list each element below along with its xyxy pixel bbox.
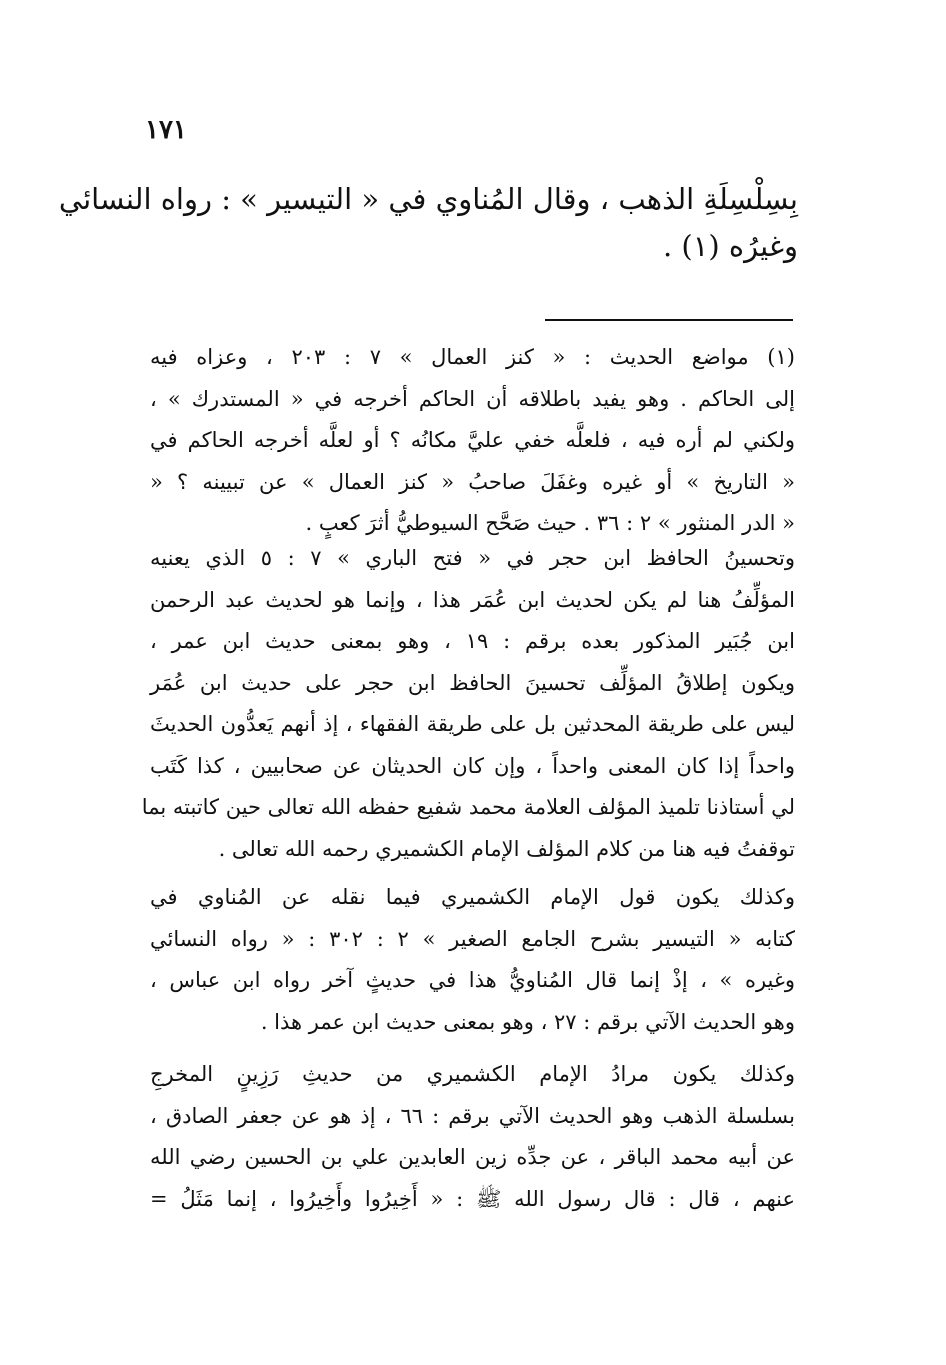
main-text-paragraph	[58, 176, 798, 270]
footnote-line: بسلسلة الذهب وهو الحديث الآتي برقم : ٦٦ ، إذ هو عن جعفر الصادق ،	[150, 1103, 795, 1128]
footnote-line: ابن جُبَير المذكور بعده برقم : ١٩ ، وهو بمعنى حديث ابن عمر ،	[150, 629, 795, 653]
footnote-line: عن أبيه محمد الباقر ، عن جدِّه زين العابدين علي بن الحسين رضي الله	[150, 1145, 795, 1169]
footnote-paragraph-3	[150, 877, 795, 1043]
footnote-line: وغيره » ، إذْ إنما قال المُناويُّ هذا في حديثٍ آخر رواه ابن عباس ،	[150, 968, 795, 992]
footnote-paragraph-4	[150, 1054, 795, 1220]
footnote-line: المؤلِّفُ هنا لم يكن لحديث ابن عُمَر هذا ، وإنما هو لحديث عبد الرحمن	[150, 587, 795, 612]
main-text-line: وغيرُه (١) .	[663, 229, 798, 263]
footnote-line: كتابه « التيسير بشرح الجامع الصغير » ٢ : ٣٠٢ : « رواه النسائي	[150, 926, 795, 951]
footnote-line: ليس على طريقة المحدثين بل على طريقة الفقهاء ، إذ أنهم يَعدُّون الحديثَ	[150, 712, 795, 736]
footnote-line: توقفتُ فيه هنا من كلام المؤلف الإمام الكشميري رحمه الله تعالى .	[218, 836, 795, 861]
footnote-paragraph-2	[141, 538, 796, 870]
footnote-line: « التاريخ » أو غيره وغفَلَ صاحبُ « كنز العمال » عن تبيينه ؟ «	[150, 469, 795, 494]
footnote-line: واحداً إذا كان المعنى واحداً ، وإن كان الحديثان عن صحابيين ، كذا كَتَب	[150, 753, 795, 778]
footnote-line: لي أستاذنا تلميذ المؤلف العلامة محمد شفيع حفظه الله تعالى حين كاتبته بما	[141, 795, 795, 819]
footnote-paragraph-1	[150, 337, 795, 545]
footnote-line: عنهم ، قال : قال رسول الله ﷺ : « أَخِيرُوا وأَخِيرُوا ، إنما مَثَلُ =	[150, 1186, 795, 1211]
footnote-line: وهو الحديث الآتي برقم : ٢٧ ، وهو بمعنى حديث ابن عمر هذا .	[260, 1009, 795, 1034]
footnote-line: وكذلك يكون مرادُ الإمام الكشميري من حديثِ رَزِينٍ المخرجِ	[150, 1062, 795, 1086]
footnote-line: (١) مواضع الحديث : « كنز العمال » ٧ : ٢٠٣ ، وعزاه فيه	[150, 345, 795, 369]
footnote-line: « الدر المنثور » ٢ : ٣٦ . حيث صَحَّح السيوطيُّ أثرَ كعبٍ .	[305, 511, 795, 535]
footnote-separator	[545, 319, 793, 321]
footnote-line: ويكون إطلاقُ المؤلِّف تحسينَ الحافظ ابن حجر على حديث ابن عُمَر	[150, 670, 795, 695]
page-number: ١٧١	[145, 115, 187, 145]
footnote-line: وكذلك يكون قول الإمام الكشميري فيما نقله عن المُناوي في	[150, 885, 795, 909]
footnote-line: إلى الحاكم . وهو يفيد باطلاقه أن الحاكم أخرجه في « المستدرك » ،	[150, 386, 795, 411]
main-text-line: بِسِلْسِلَةِ الذهب ، وقال المُناوي في « التيسير » : رواه النسائي	[58, 182, 798, 216]
footnote-line: وتحسينُ الحافظ ابن حجر في « فتح الباري » ٧ : ٥ الذي يعنيه	[150, 546, 796, 570]
footnote-line: ولكني لم أره فيه ، فلعلَّه خفي عليَّ مكانُه ؟ أو لعلَّه أخرجه الحاكم في	[150, 428, 795, 452]
